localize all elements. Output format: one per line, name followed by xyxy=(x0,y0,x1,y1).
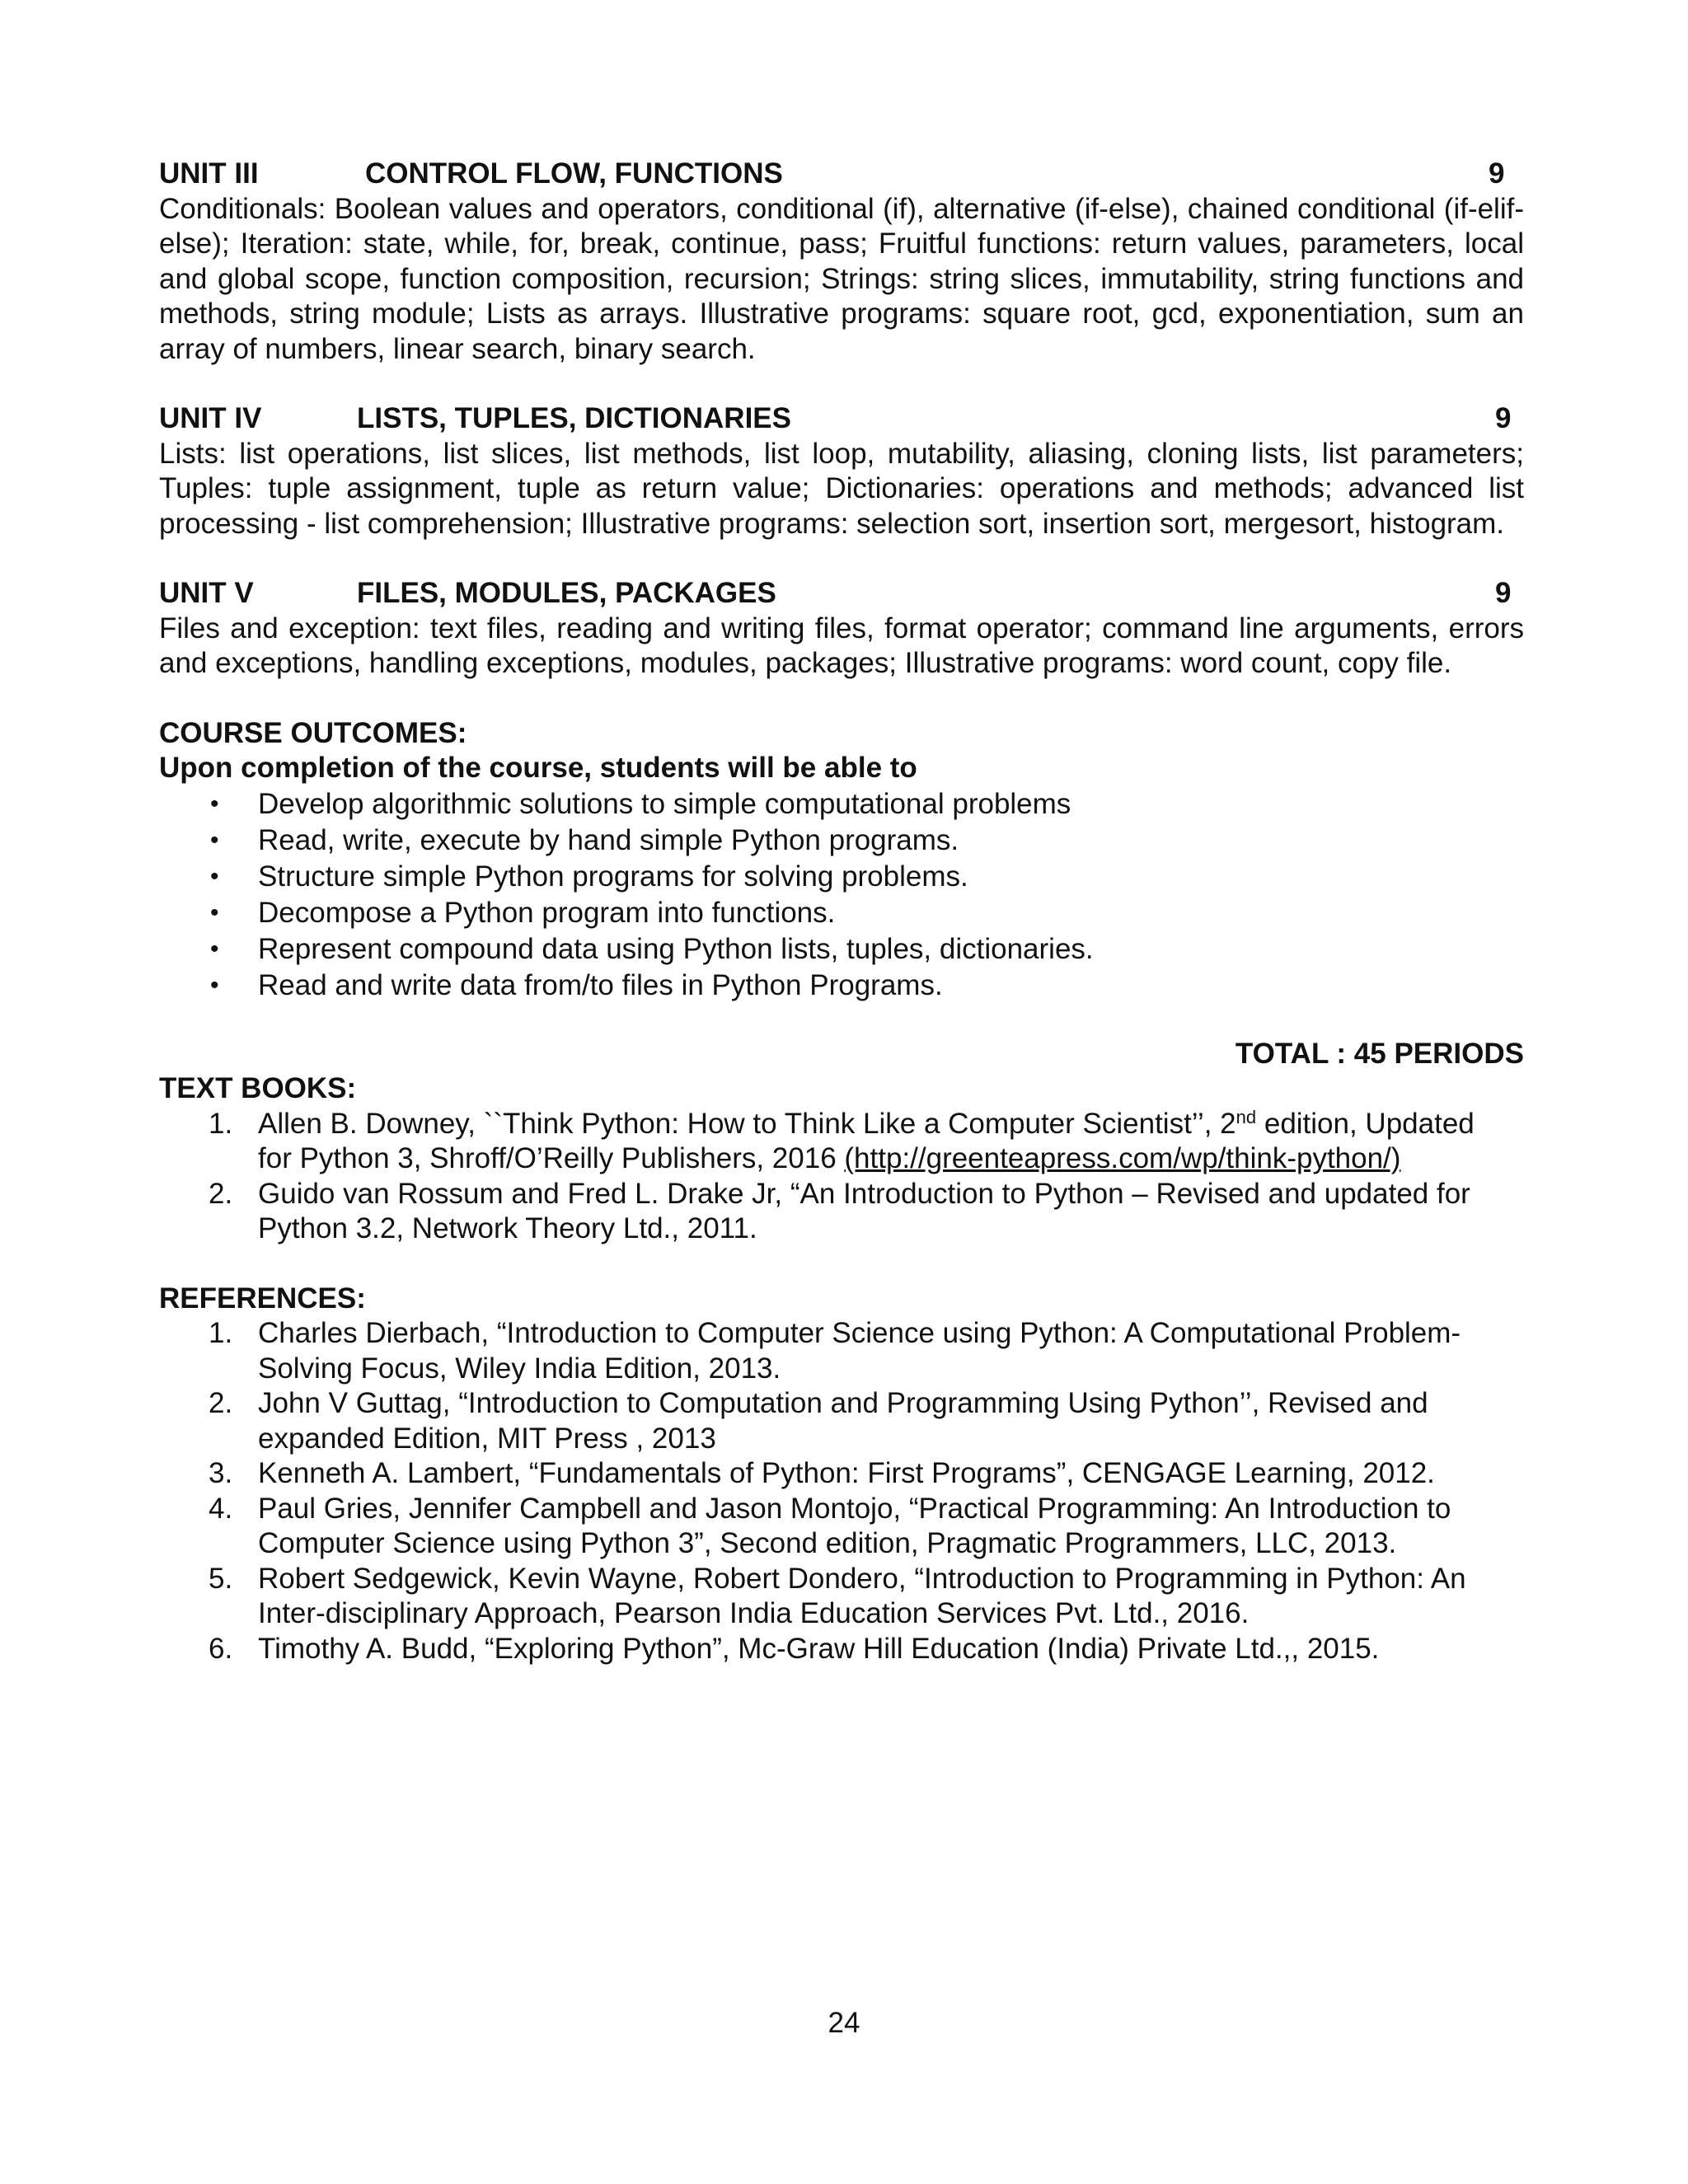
list-item: • Read, write, execute by hand simple Python programs. xyxy=(159,823,1524,859)
list-item: 2. Guido van Rossum and Fred L. Drake Jr, “An Introduction to Python – Revised and updated for Python 3.2, Network Theory Ltd., 2011. xyxy=(209,1177,1470,1244)
list-item: 3. Kenneth A. Lambert, “Fundamentals of Python: First Programs”, CENGAGE Learning, 2012. xyxy=(209,1457,1435,1489)
bullet-icon: • xyxy=(210,862,219,890)
list-item: 1. Charles Dierbach, “Introduction to Computer Science using Python: A Computational Problem-Solving Focus, Wiley India Edition, 2013. xyxy=(209,1317,1461,1385)
text-books-list xyxy=(159,1107,1524,1247)
unit-3-title: CONTROL FLOW, FUNCTIONS xyxy=(365,157,783,190)
bullet-icon: • xyxy=(210,790,219,818)
unit-5-body: Files and exception: text files, reading and writing files, format operator; command line arguments, errors and exceptions, handling exceptions, modules, packages; Illustrative programs: word count, copy file. xyxy=(159,612,1524,679)
course-outcomes-heading: COURSE OUTCOMES: xyxy=(159,716,467,749)
bullet-icon: • xyxy=(210,935,219,963)
text-books xyxy=(159,1071,1524,1247)
list-item: 2. John V Guttag, “Introduction to Computation and Programming Using Python’’, Revised and expanded Edition, MIT Press , 2013 xyxy=(209,1387,1428,1455)
unit-3-number: UNIT III xyxy=(159,157,259,190)
unit-4-number: UNIT IV xyxy=(159,402,262,434)
unit-5-hours: 9 xyxy=(1495,577,1512,609)
unit-4-body: Lists: list operations, list slices, list methods, list loop, mutability, aliasing, cloning lists, list parameters; Tuples: tuple assignment, tuple as return value; Dictionaries: operations and methods; advanced list processing - list comprehension; Illustrative programs: selection sort, insertion sort, mergesort, histogram. xyxy=(159,437,1524,540)
unit-5 xyxy=(159,576,1524,682)
list-item: • Represent compound data using Python lists, tuples, dictionaries. xyxy=(159,931,1524,968)
unit-4 xyxy=(159,401,1524,541)
list-item: 6. Timothy A. Budd, “Exploring Python”, Mc-Graw Hill Education (India) Private Ltd.,, 2015. xyxy=(209,1632,1380,1665)
references-heading: REFERENCES: xyxy=(159,1282,366,1315)
bullet-icon: • xyxy=(210,898,219,926)
unit-4-title: LISTS, TUPLES, DICTIONARIES xyxy=(357,402,791,434)
course-outcomes xyxy=(159,716,1524,1004)
list-item: • Structure simple Python programs for solving problems. xyxy=(159,859,1524,895)
references-list xyxy=(159,1316,1524,1666)
unit-3 xyxy=(159,157,1524,367)
references xyxy=(159,1282,1524,1667)
syllabus-page xyxy=(159,157,1524,1666)
unit-5-number: UNIT V xyxy=(159,577,254,609)
outcomes-list xyxy=(159,786,1524,1004)
unit-5-heading xyxy=(159,576,1524,612)
bullet-icon: • xyxy=(210,826,219,854)
list-item: 4. Paul Gries, Jennifer Campbell and Jason Montojo, “Practical Programming: An Introduction to Computer Science using Python 3”, Second edition, Pragmatic Programmers, LLC, 2013. xyxy=(209,1492,1451,1559)
unit-3-hours: 9 xyxy=(1489,157,1505,190)
list-item: 5. Robert Sedgewick, Kevin Wayne, Robert Dondero, “Introduction to Programming in Python: An Inter-disciplinary Approach, Pearson India Education Services Pvt. Ltd., 2016. xyxy=(209,1562,1466,1629)
list-item: • Read and write data from/to files in Python Programs. xyxy=(159,968,1524,1004)
list-item: • Decompose a Python program into functions. xyxy=(159,895,1524,931)
list-item: • Develop algorithmic solutions to simple computational problems xyxy=(159,786,1524,823)
unit-5-title: FILES, MODULES, PACKAGES xyxy=(357,577,776,609)
list-item: 1. Allen B. Downey, ``Think Python: How to Think Like a Computer Scientist’’, 2nd edition, Updated for Python 3, Shroff/O’Reilly Publishers, 2016 (http://greenteapress.com/wp/think-python/) xyxy=(209,1106,1475,1174)
unit-4-hours: 9 xyxy=(1495,402,1512,434)
book-link[interactable]: (http://greenteapress.com/wp/think-python/) xyxy=(844,1142,1401,1174)
text-books-heading: TEXT BOOKS: xyxy=(159,1072,357,1104)
total-periods: TOTAL : 45 PERIODS xyxy=(1235,1037,1524,1070)
course-outcomes-intro: Upon completion of the course, students will be able to xyxy=(159,752,917,784)
unit-3-heading xyxy=(159,157,1524,192)
page-number: 24 xyxy=(828,2007,860,2039)
unit-3-body: Conditionals: Boolean values and operators, conditional (if), alternative (if-else), chained conditional (if-elif-else); Iteration: state, while, for, break, continue, pass; Fruitful functions: return values, parameters, local and global scope, function composition, recursion; Strings: string slices, immutability, string functions and methods, string module; Lists as arrays. Illustrative programs: square root, gcd, exponentiation, sum an array of numbers, linear search, binary search. xyxy=(159,192,1524,365)
bullet-icon: • xyxy=(210,971,219,999)
unit-4-heading xyxy=(159,401,1524,437)
